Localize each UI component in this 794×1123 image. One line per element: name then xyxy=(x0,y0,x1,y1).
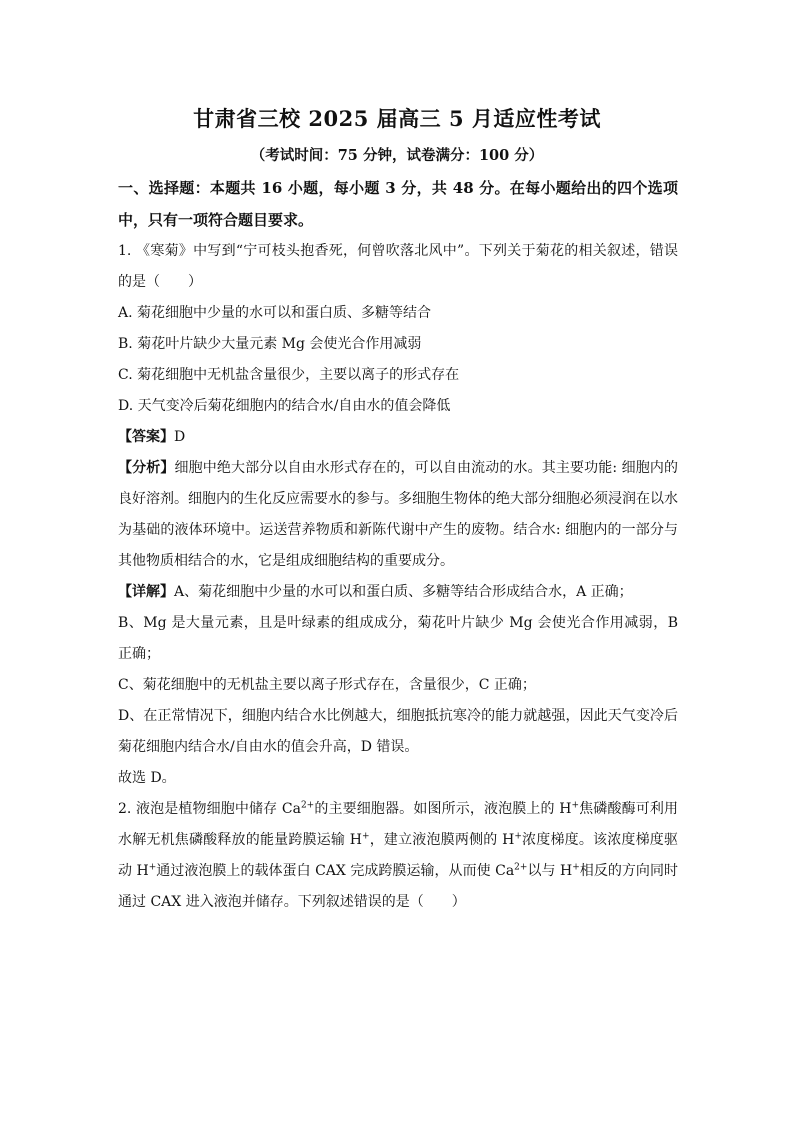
question-2-stem xyxy=(118,794,678,918)
question-1-detail-b: B、Mg 是大量元素，且是叶绿素的组成成分，菊花叶片缺少 Mg 会使光合作用减弱，B 正确； xyxy=(118,615,678,662)
question-1-detail-d: D、在正常情况下，细胞内结合水比例越大，细胞抵抗寒冷的能力就越强，因此天气变冷后菊花细胞内结合水/自由水的值会升高，D 错误。 xyxy=(118,708,678,755)
q2-sup-4: + xyxy=(514,831,522,842)
q2-text-2: 的主要细胞器。如图所示，液泡膜上的 H xyxy=(314,801,572,817)
question-1-stem: 1. 《寒菊》中写到“宁可枝头抱香死，何曾吹落北风中”。下列关于菊花的相关叙述，错误的是（ ） xyxy=(118,243,678,290)
q2-sup-3: + xyxy=(361,831,370,842)
q2-sup-1: 2+ xyxy=(300,800,315,811)
q2-text-8: 相反的方向同时通过 CAX 进入液泡并储存。下列叙述错误的是（ ） xyxy=(118,863,678,910)
question-1-answer xyxy=(118,422,678,453)
answer-tag: 【答案】 xyxy=(118,429,174,445)
detail-tag: 【详解】 xyxy=(118,584,174,600)
q2-text-5: 浓度梯度。该浓度梯度驱动 H xyxy=(118,832,678,879)
q2-sup-2: + xyxy=(571,800,580,811)
question-1-analysis xyxy=(118,453,678,577)
detail-a-text: A、菊花细胞中少量的水可以和蛋白质、多糖等结合形成结合水，A 正确； xyxy=(174,584,633,600)
answer-value: D xyxy=(174,429,186,445)
q2-sup-6: 2+ xyxy=(514,862,528,873)
question-1-option-d: D. 天气变冷后菊花细胞内的结合水/自由水的值会降低 xyxy=(118,398,451,414)
question-1-detail-a xyxy=(118,577,678,608)
analysis-tag: 【分析】 xyxy=(118,460,175,476)
question-1-conclusion: 故选 D。 xyxy=(118,770,176,786)
exam-info: （考试时间：75 分钟，试卷满分：100 分） xyxy=(250,147,544,164)
analysis-text: 细胞中绝大部分以自由水形式存在的，可以自由流动的水。其主要功能: 细胞内的良好溶剂。细胞内的生化反应需要水的参与。多细胞生物体的绝大部分细胞必须浸润在以水为基础的液体环境中。运送营养物质和新陈代谢中产生的废物。结合水: 细胞内的一部分与其他物质相结合的水，它是组成细胞结构的重要成分。 xyxy=(118,460,678,569)
q2-text-3: 焦磷酸酶可利用水解无机焦磷酸释放的能量跨膜运输 H xyxy=(118,801,678,848)
exam-body xyxy=(118,172,678,918)
q2-sup-7: + xyxy=(572,862,580,873)
q2-text-1: 2. 液泡是植物细胞中储存 Ca xyxy=(118,801,301,817)
section-heading: 一、选择题：本题共 16 小题，每小题 3 分，共 48 分。在每小题给出的四个选项中，只有一项符合题目要求。 xyxy=(118,179,678,229)
q2-text-6: 通过液泡膜上的载体蛋白 CAX 完成跨膜运输，从而使 Ca xyxy=(156,863,515,879)
q2-sup-5: + xyxy=(148,862,157,873)
page-title: 甘肃省三校 2025 届高三 5 月适应性考试 xyxy=(193,106,601,131)
question-1-option-c: C. 菊花细胞中无机盐含量很少，主要以离子的形式存在 xyxy=(118,367,460,383)
q2-text-7: 以与 H xyxy=(527,863,573,879)
question-1-option-a: A. 菊花细胞中少量的水可以和蛋白质、多糖等结合 xyxy=(118,305,432,321)
question-1-detail-c: C、菊花细胞中的无机盐主要以离子形式存在，含量很少，C 正确； xyxy=(118,677,536,693)
q2-text-4: ，建立液泡膜两侧的 H xyxy=(369,832,515,848)
question-1-option-b: B. 菊花叶片缺少大量元素 Mg 会使光合作用减弱 xyxy=(118,336,422,352)
